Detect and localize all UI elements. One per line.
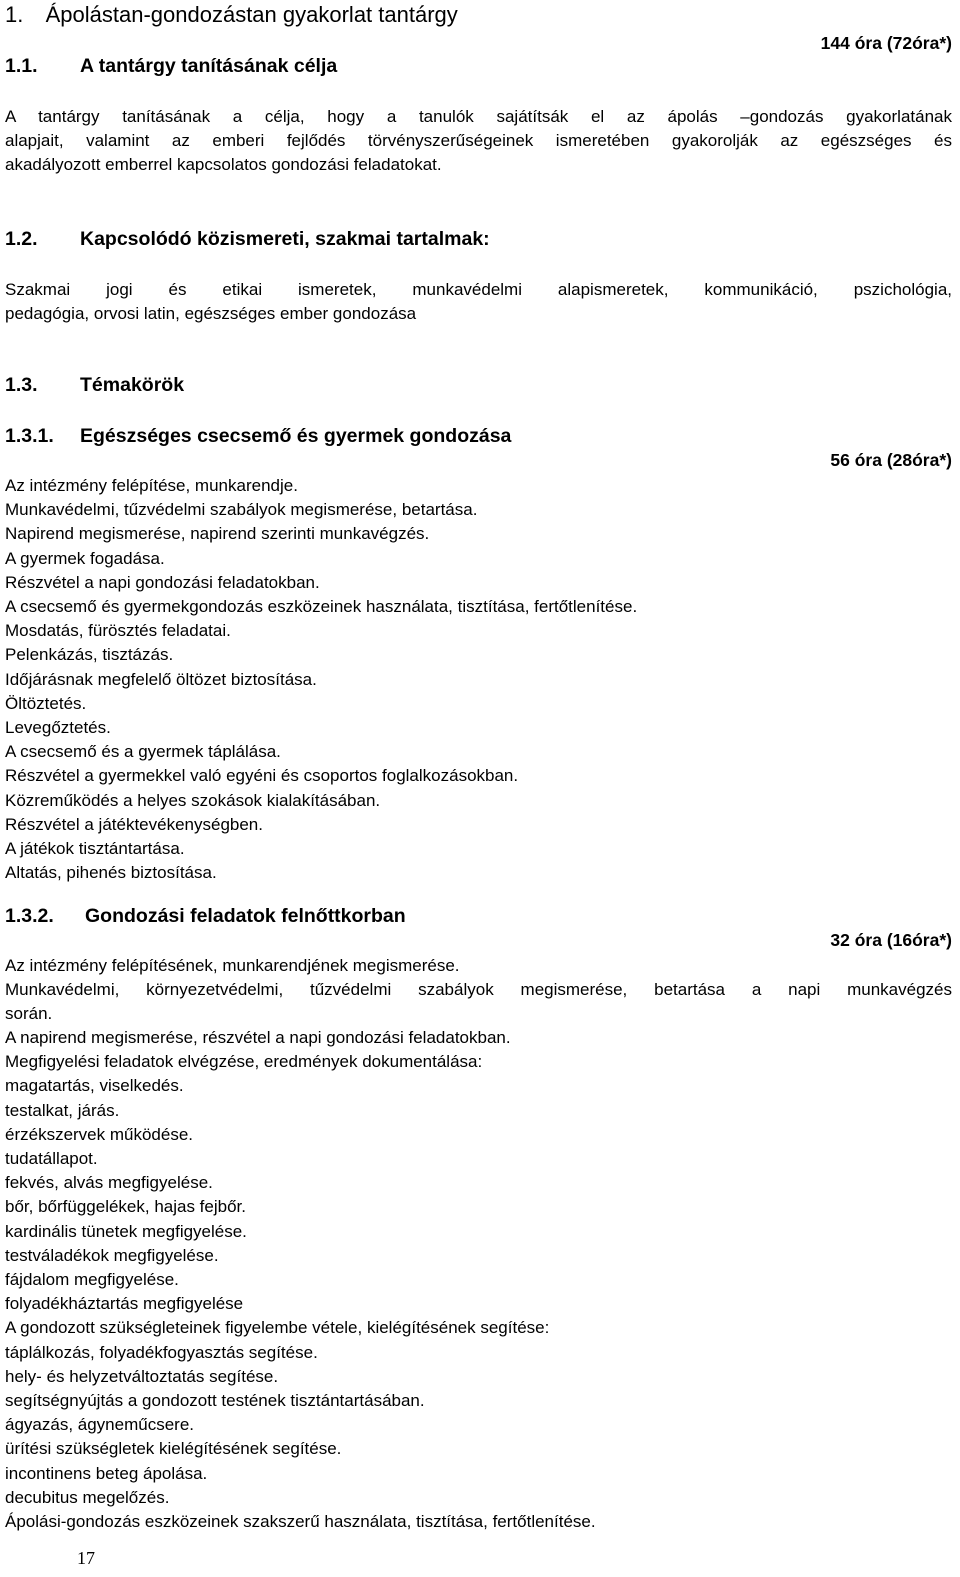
list-item: hely- és helyzetváltoztatás segítése. <box>5 1366 279 1386</box>
chapter-hours: 144 óra (72óra*) <box>820 33 952 53</box>
subsection-heading-infant-care <box>5 425 511 448</box>
paragraph-line: Munkavédelmi, környezetvédelmi, tűzvédelmi szabályok megismerése, betartása a napi munkavégzés <box>5 980 952 999</box>
list-item: bőr, bőrfüggelékek, hajas fejbőr. <box>5 1197 246 1217</box>
list-item: testalkat, járás. <box>5 1100 120 1120</box>
list-item: Munkavédelmi, tűzvédelmi szabályok megismerése, betartása. <box>5 500 478 520</box>
subsection-heading-adult-care <box>5 905 406 928</box>
list-item: folyadékháztartás megfigyelése <box>5 1294 244 1314</box>
list-item: Az intézmény felépítése, munkarendje. <box>5 476 298 495</box>
section-title: A tantárgy tanításának célja <box>80 55 338 77</box>
list-item: Napirend megismerése, napirend szerinti munkavégzés. <box>5 524 430 544</box>
section-title: Kapcsolódó közismereti, szakmai tartalmak: <box>80 228 490 250</box>
list-item: A csecsemő és a gyermek táplálása. <box>5 742 281 762</box>
list-item: Részvétel a gyermekkel való egyéni és csoportos foglalkozásokban. <box>5 766 519 786</box>
list-item: segítségnyújtás a gondozott testének tisztántartásában. <box>5 1391 425 1411</box>
paragraph-line: A tantárgy tanításának a célja, hogy a tanulók sajátítsák el az ápolás –gondozás gyakorlatának <box>5 107 952 126</box>
paragraph-line: Szakmai jogi és etikai ismeretek, munkavédelmi alapismeretek, kommunikáció, pszichológia, <box>5 280 952 299</box>
chapter-number: 1. <box>5 2 24 27</box>
list-item: táplálkozás, folyadékfogyasztás segítése. <box>5 1342 318 1362</box>
list-item: Közreműködés a helyes szokások kialakításában. <box>5 790 381 810</box>
list-item: tudatállapot. <box>5 1149 98 1169</box>
list-item: Az intézmény felépítésének, munkarendjének megismerése. <box>5 956 460 975</box>
list-item: decubitus megelőzés. <box>5 1487 170 1507</box>
section-number: 1.2. <box>5 228 38 250</box>
list-item: ürítési szükségletek kielégítésének segítése. <box>5 1439 342 1459</box>
subsection-hours: 56 óra (28óra*) <box>830 450 952 470</box>
subsection-title: Gondozási feladatok felnőttkorban <box>85 905 406 927</box>
list-item: Mosdatás, fürösztés feladatai. <box>5 621 231 641</box>
list-item: érzékszervek működése. <box>5 1124 194 1144</box>
list-item: A gondozott szükségleteinek figyelembe vétele, kielégítésének segítése: <box>5 1318 550 1338</box>
list-item: Levegőztetés. <box>5 718 111 738</box>
chapter-heading <box>5 2 458 28</box>
list-item: A napirend megismerése, részvétel a napi gondozási feladatokban. <box>5 1028 511 1047</box>
list-item: Részvétel a napi gondozási feladatokban. <box>5 572 320 592</box>
page-number: 17 <box>77 1548 95 1568</box>
list-item: Öltöztetés. <box>5 693 87 713</box>
paragraph-line: alapjait, valamint az emberi fejlődés törvényszerűségeinek ismeretében gyakorolják az egészséges és <box>5 131 952 150</box>
paragraph-line: akadályozott emberrel kapcsolatos gondozási feladatokat. <box>5 155 442 174</box>
list-item: fájdalom megfigyelése. <box>5 1270 179 1290</box>
list-item: ágyazás, ágyneműcsere. <box>5 1415 194 1435</box>
paragraph-line: során. <box>5 1004 53 1023</box>
section-title: Témakörök <box>80 374 185 396</box>
list-item: testváladékok megfigyelése. <box>5 1245 219 1265</box>
adult-care-wrapped-item <box>5 978 952 1026</box>
adult-care-list <box>5 1026 952 1534</box>
section-number: 1.3. <box>5 374 38 396</box>
subsection-number: 1.3.1. <box>5 425 54 447</box>
chapter-title: Ápolástan-gondozástan gyakorlat tantárgy <box>45 2 458 27</box>
list-item: incontinens beteg ápolása. <box>5 1463 208 1483</box>
section-heading-aim <box>5 55 337 78</box>
list-item: Időjárásnak megfelelő öltözet biztosítása. <box>5 669 317 689</box>
list-item: kardinális tünetek megfigyelése. <box>5 1221 247 1241</box>
list-item: A gyermek fogadása. <box>5 548 165 568</box>
list-item: A csecsemő és gyermekgondozás eszközeinek használata, tisztítása, fertőtlenítése. <box>5 597 638 617</box>
adult-care-intro <box>5 954 952 978</box>
subsection-title: Egészséges csecsemő és gyermek gondozása <box>80 425 512 447</box>
section-heading-topics <box>5 374 184 397</box>
subsection-number: 1.3.2. <box>5 905 54 927</box>
list-item: magatartás, viselkedés. <box>5 1076 184 1096</box>
subsection-hours: 32 óra (16óra*) <box>830 930 952 950</box>
list-item: Megfigyelési feladatok elvégzése, eredmények dokumentálása: <box>5 1052 483 1072</box>
list-item: fekvés, alvás megfigyelése. <box>5 1173 213 1193</box>
section-number: 1.1. <box>5 55 38 77</box>
infant-care-list <box>5 474 952 885</box>
list-item: Részvétel a játéktevékenységben. <box>5 814 263 834</box>
aim-paragraph <box>5 105 952 177</box>
list-item: Pelenkázás, tisztázás. <box>5 645 174 665</box>
paragraph-line: pedagógia, orvosi latin, egészséges ember gondozása <box>5 304 417 323</box>
list-item: Altatás, pihenés biztosítása. <box>5 863 217 883</box>
section-heading-related <box>5 228 490 251</box>
list-item: A játékok tisztántartása. <box>5 839 185 859</box>
list-item: Ápolási-gondozás eszközeinek szakszerű használata, tisztítása, fertőtlenítése. <box>5 1512 596 1532</box>
related-paragraph <box>5 278 952 326</box>
